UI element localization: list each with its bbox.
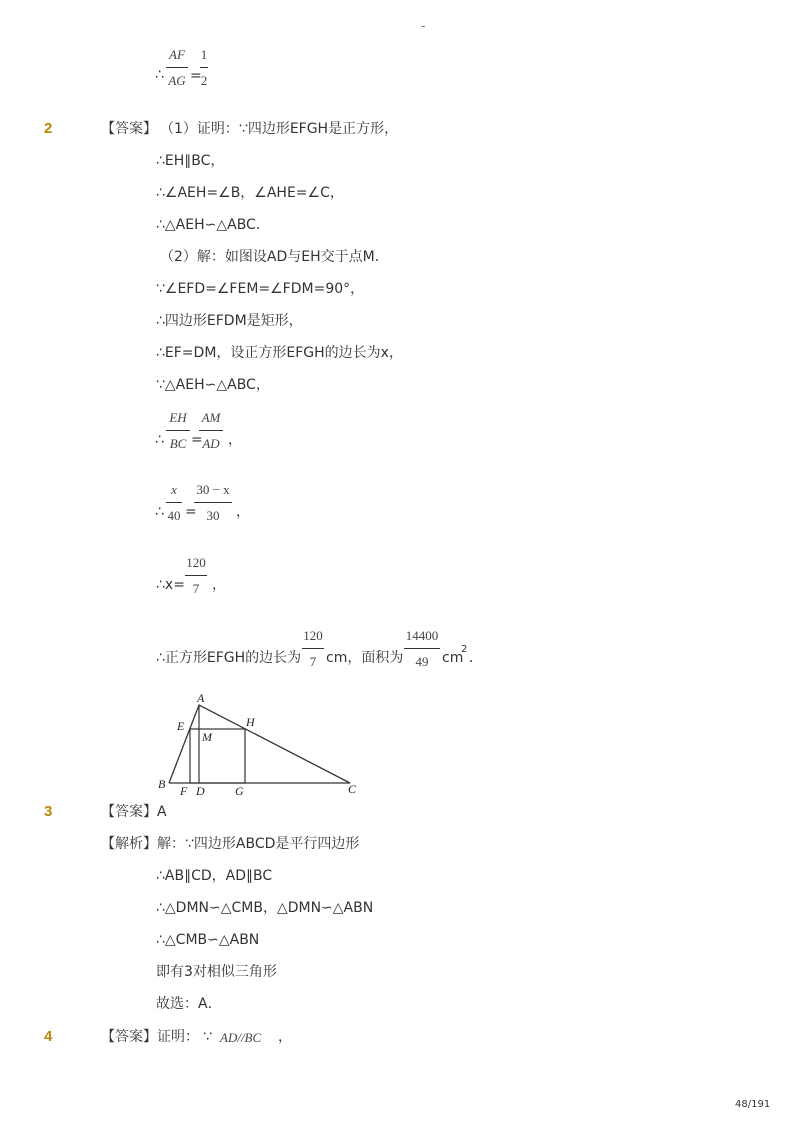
fraction-af-ag: AF AG <box>166 48 188 87</box>
area-label: cm，面积为 <box>326 650 404 666</box>
question-number: 2 <box>44 120 53 137</box>
proof-line-1: （1）证明：∵四边形EFGH是正方形， <box>160 121 399 137</box>
equals-sign: = <box>191 432 203 448</box>
answer-choice: A <box>157 804 167 820</box>
therefore-symbol: ∴ <box>155 432 164 448</box>
final-answer-text: ∴正方形EFGH的边长为 <box>156 650 302 666</box>
because-symbol: ∵ <box>203 1029 212 1045</box>
solution-line-5: （2）解：如图设AD与EH交于点M． <box>160 249 389 265</box>
proof-start: 证明： <box>157 1029 199 1045</box>
triangle-abc <box>169 705 350 783</box>
solution-line-9: ∵△AEH∽△ABC， <box>156 377 270 393</box>
fraction-area: 14400 49 <box>405 628 439 669</box>
comma: ， <box>278 1029 292 1045</box>
analysis-line-3: ∴△DMN∽△CMB，△DMN∽△ABN <box>156 900 374 916</box>
label-h: H <box>246 715 255 729</box>
question-number: 3 <box>44 803 53 820</box>
fraction-x-40: x 40 <box>167 482 181 523</box>
analysis-line-1: 解：∵四边形ABCD是平行四边形 <box>157 836 360 852</box>
label-m: M <box>202 730 212 744</box>
fraction-30-minus-x: 30 − x 30 <box>194 483 232 522</box>
unit-cm: cm <box>442 650 464 666</box>
solution-line-7: ∴四边形EFDM是矩形， <box>156 313 303 329</box>
therefore-symbol: ∴ <box>155 504 164 520</box>
unit-exponent: 2 <box>461 644 468 655</box>
equals-sign: = <box>185 504 197 520</box>
square-efgh <box>190 729 245 783</box>
proof-line-4: ∴△AEH∽△ABC． <box>156 217 270 233</box>
analysis-tag: 【解析】 <box>101 836 157 852</box>
analysis-line-2: ∴AB∥CD，AD∥BC <box>156 868 273 884</box>
label-b: B <box>158 777 166 791</box>
label-f: F <box>180 784 188 798</box>
comma: ， <box>236 504 250 520</box>
label-d: D <box>196 784 205 798</box>
label-c: C <box>348 782 357 796</box>
triangle-square-figure <box>150 690 370 800</box>
comma: ， <box>228 432 242 448</box>
fraction-120-7: 120 7 <box>186 555 206 596</box>
analysis-line-4: ∴△CMB∽△ABN <box>156 932 260 948</box>
label-a: A <box>197 691 205 705</box>
fraction-side-length: 120 7 <box>303 628 323 669</box>
period: ． <box>469 650 483 666</box>
label-e: E <box>177 719 185 733</box>
label-g: G <box>235 784 244 798</box>
question-number: 4 <box>44 1028 53 1045</box>
solution-line-8: ∴EF=DM，设正方形EFGH的边长为x， <box>156 345 403 361</box>
analysis-line-5: 即有3对相似三角形 <box>156 964 277 980</box>
fraction-am-ad: AM AD <box>199 411 223 450</box>
proof-line-2: ∴EH∥BC， <box>156 153 225 169</box>
fraction-eh-bc: EH BC <box>166 411 190 450</box>
page-number: 48/191 <box>735 1099 771 1110</box>
answer-tag: 【答案】 <box>101 1029 157 1045</box>
answer-tag: 【答案】 <box>101 804 157 820</box>
header-mark: - <box>421 19 426 33</box>
fraction-one-half: 1 2 <box>200 47 208 88</box>
answer-tag: 【答案】 <box>101 121 157 137</box>
parallel-expression: AD//BC <box>220 1030 262 1045</box>
comma: ， <box>212 577 226 593</box>
proof-line-3: ∴∠AEH=∠B，∠AHE=∠C， <box>156 185 344 201</box>
therefore-symbol: ∴ <box>155 67 164 83</box>
equals-sign: = <box>190 68 202 84</box>
solution-line-6: ∵∠EFD=∠FEM=∠FDM=90°， <box>156 281 365 297</box>
analysis-line-6: 故选：A． <box>156 996 222 1012</box>
x-equals: ∴x= <box>156 577 185 593</box>
